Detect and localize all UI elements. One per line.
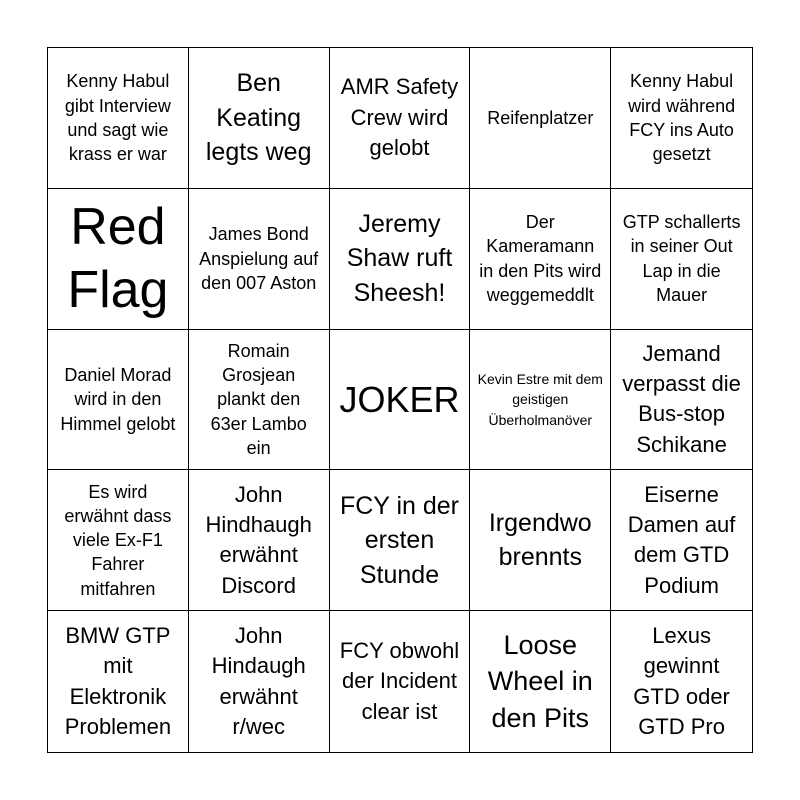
bingo-cell[interactable] bbox=[330, 48, 471, 189]
cell-text: Ben Keating legts weg bbox=[205, 69, 312, 167]
bingo-cell[interactable] bbox=[189, 189, 330, 330]
bingo-cell[interactable] bbox=[470, 470, 611, 611]
cell-text: JOKER bbox=[339, 378, 460, 420]
bingo-cell[interactable] bbox=[189, 330, 330, 471]
cell-text: Reifenplatzer bbox=[487, 107, 594, 128]
bingo-cell[interactable] bbox=[330, 330, 471, 471]
cell-text: Kevin Estre mit dem geistigen Überholmanöver bbox=[477, 371, 603, 428]
bingo-cell[interactable] bbox=[330, 611, 471, 752]
cell-text: BMW GTP mit Elektronik Problemen bbox=[64, 622, 172, 739]
bingo-cell[interactable] bbox=[470, 48, 611, 189]
cell-text: Kenny Habul gibt Interview und sagt wie krass er war bbox=[64, 71, 171, 165]
cell-text: Loose Wheel in den Pits bbox=[487, 629, 593, 733]
cell-text: John Hindaugh erwähnt r/wec bbox=[211, 622, 306, 739]
bingo-cell[interactable] bbox=[611, 48, 752, 189]
cell-text: Lexus gewinnt GTD oder GTD Pro bbox=[633, 622, 730, 739]
cell-text: Kenny Habul wird während FCY ins Auto gesetzt bbox=[628, 71, 736, 165]
bingo-cell[interactable] bbox=[48, 330, 189, 471]
bingo-cell[interactable] bbox=[48, 611, 189, 752]
cell-text: Red Flag bbox=[67, 198, 169, 319]
bingo-cell[interactable] bbox=[48, 470, 189, 611]
cell-text: FCY obwohl der Incident clear ist bbox=[339, 638, 460, 724]
bingo-cell[interactable] bbox=[48, 189, 189, 330]
cell-text: AMR Safety Crew wird gelobt bbox=[340, 74, 459, 161]
bingo-board bbox=[47, 47, 753, 753]
bingo-cell[interactable] bbox=[611, 611, 752, 752]
bingo-cell[interactable] bbox=[611, 330, 752, 471]
bingo-cell[interactable] bbox=[470, 189, 611, 330]
cell-text: FCY in der ersten Stunde bbox=[339, 491, 459, 589]
bingo-cell[interactable] bbox=[470, 330, 611, 471]
cell-text: GTP schallerts in seiner Out Lap in die Mauer bbox=[622, 212, 741, 305]
bingo-cell[interactable] bbox=[330, 189, 471, 330]
cell-text: Irgendwo brennts bbox=[488, 508, 592, 572]
cell-text: Der Kameramann in den Pits wird weggemeddlt bbox=[479, 212, 602, 305]
cell-text: John Hindhaugh erwähnt Discord bbox=[205, 481, 312, 598]
bingo-cell[interactable] bbox=[611, 189, 752, 330]
cell-text: Daniel Morad wird in den Himmel gelobt bbox=[60, 365, 176, 434]
cell-text: Es wird erwähnt dass viele Ex-F1 Fahrer mitfahren bbox=[64, 481, 172, 599]
bingo-cell[interactable] bbox=[189, 611, 330, 752]
cell-text: James Bond Anspielung auf den 007 Aston bbox=[199, 224, 319, 293]
bingo-cell[interactable] bbox=[48, 48, 189, 189]
bingo-cell[interactable] bbox=[189, 470, 330, 611]
bingo-cell[interactable] bbox=[330, 470, 471, 611]
bingo-cell[interactable] bbox=[611, 470, 752, 611]
bingo-cell[interactable] bbox=[470, 611, 611, 752]
cell-text: Jemand verpasst die Bus-stop Schikane bbox=[622, 340, 741, 457]
cell-text: Romain Grosjean plankt den 63er Lambo ein bbox=[210, 340, 307, 458]
bingo-cell[interactable] bbox=[189, 48, 330, 189]
cell-text: Eiserne Damen auf dem GTD Podium bbox=[627, 481, 736, 598]
cell-text: Jeremy Shaw ruft Sheesh! bbox=[346, 209, 453, 307]
